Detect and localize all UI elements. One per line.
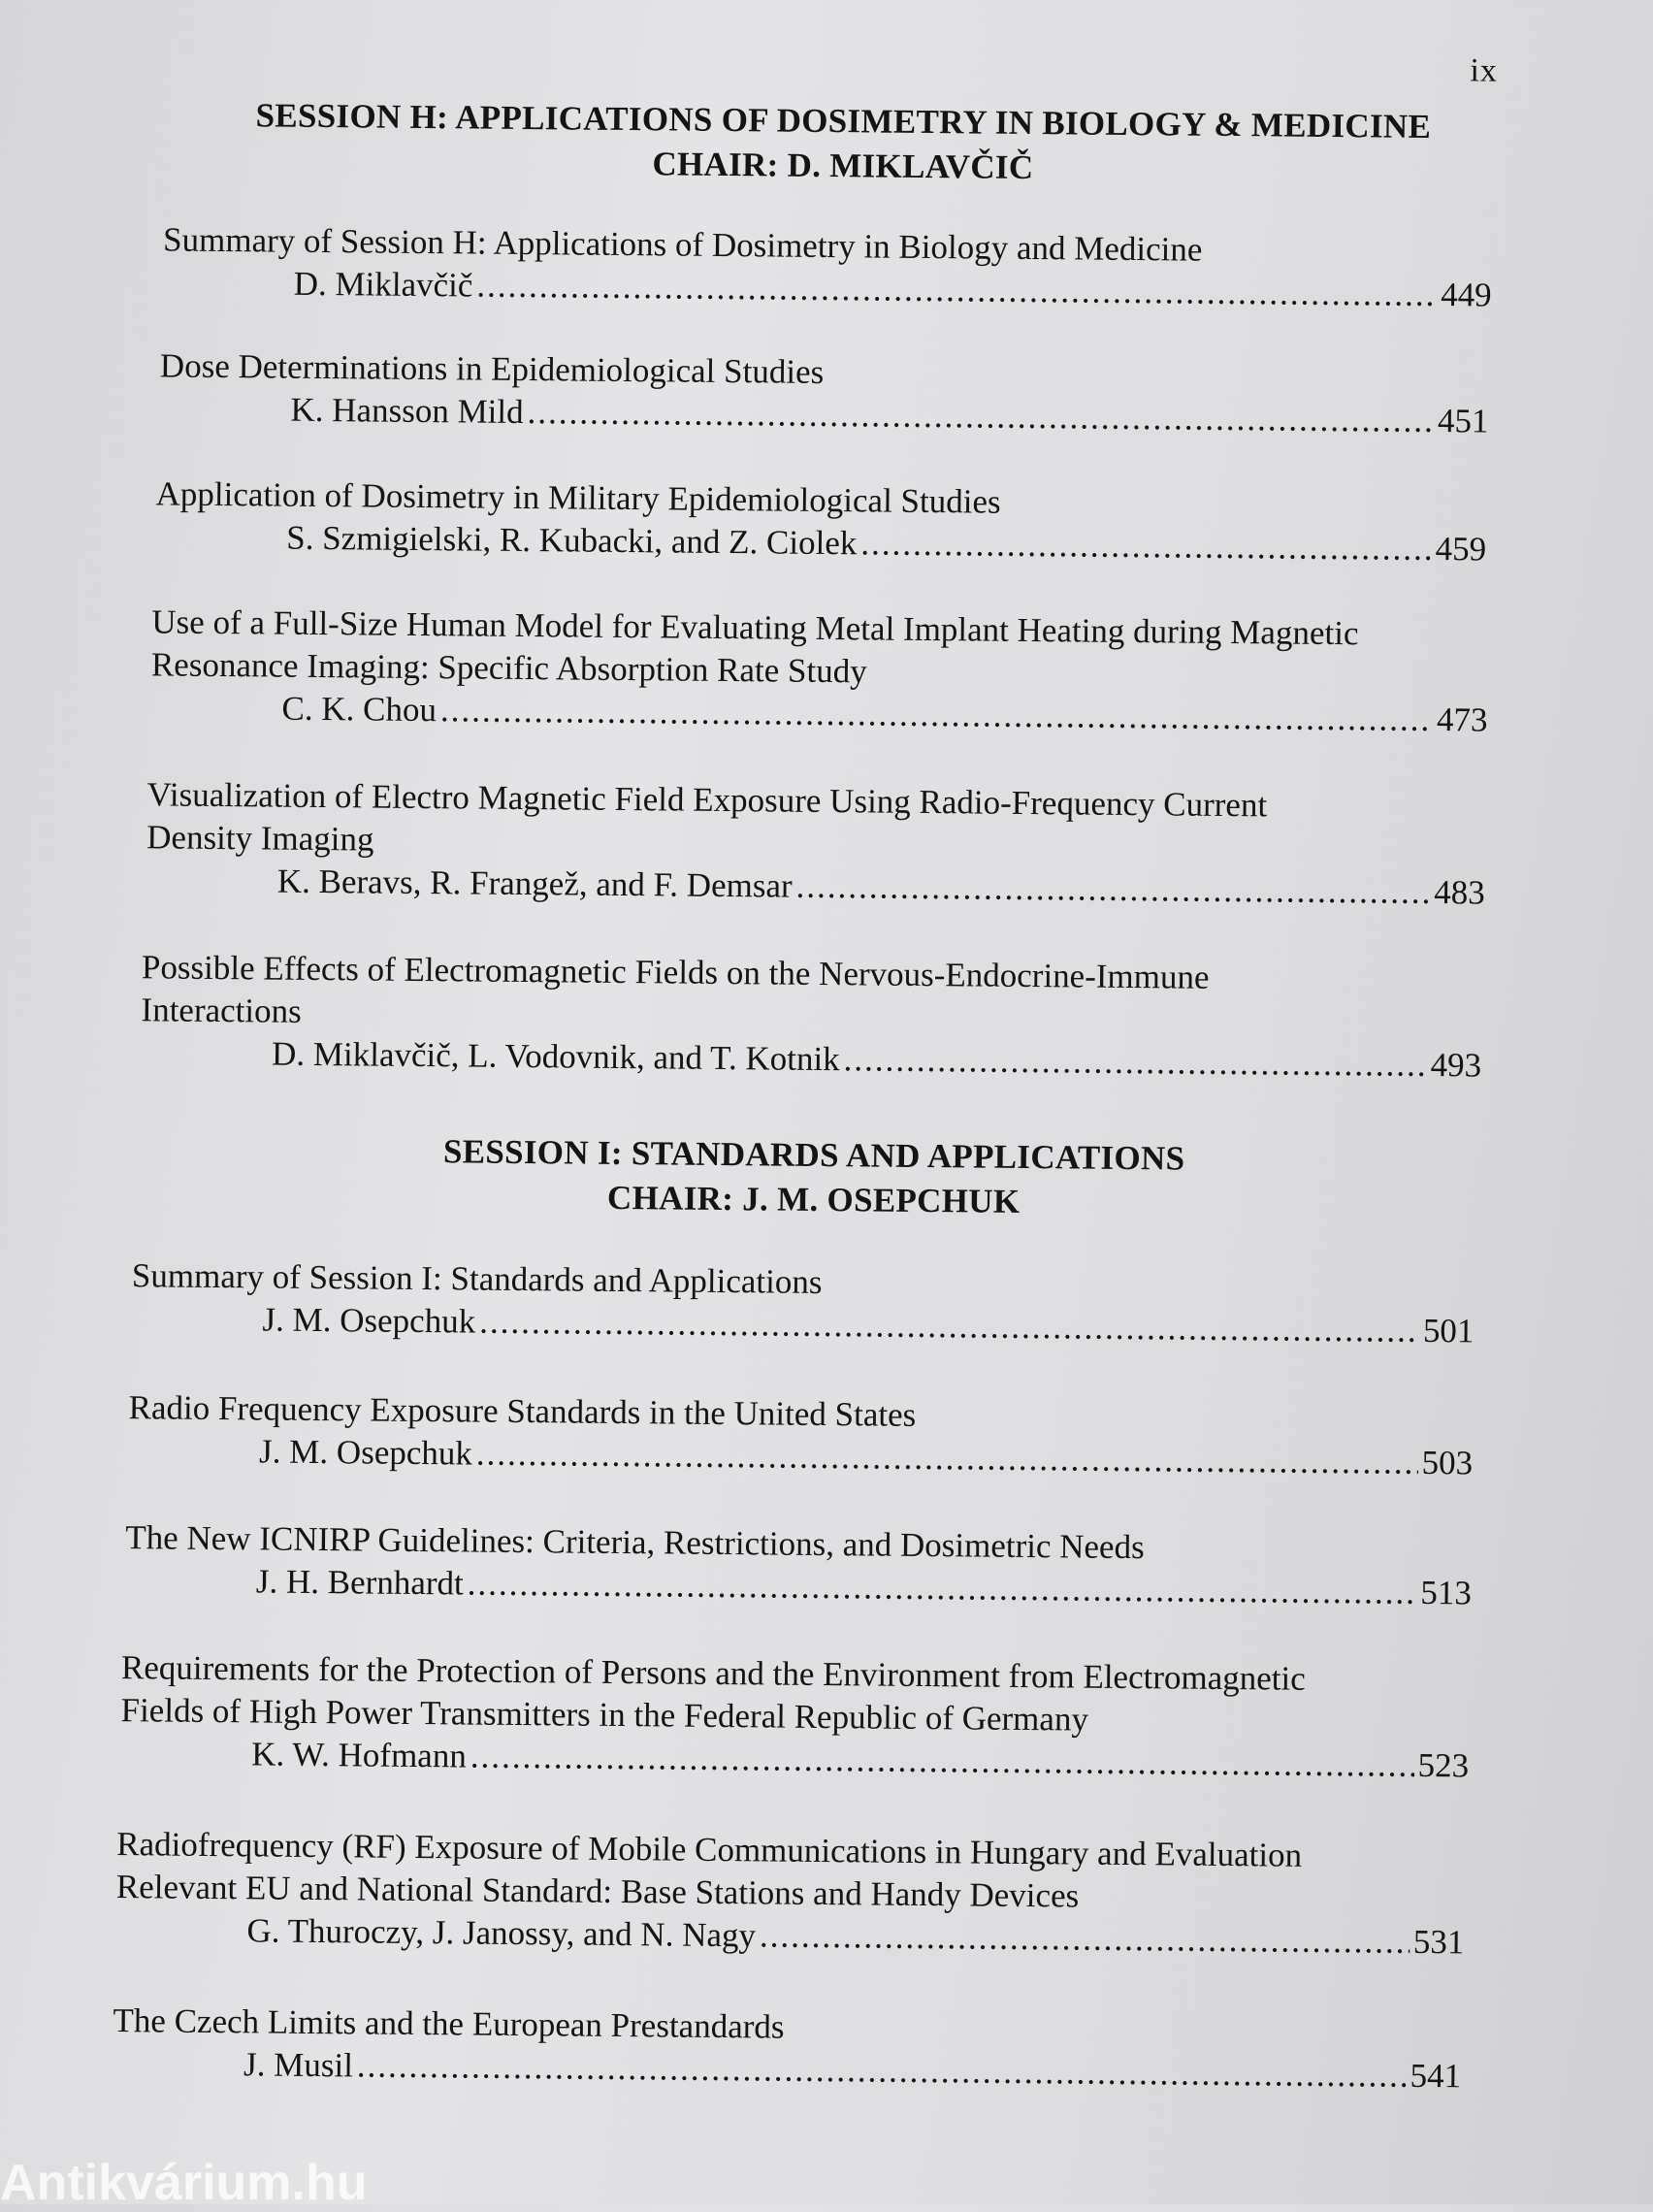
toc-entry[interactable] xyxy=(159,344,1489,442)
entry-authors: J. H. Bernhardt xyxy=(255,1562,464,1603)
entry-title: Application of Dosimetry in Military Epidemiological Studies xyxy=(155,474,1001,521)
dot-leader xyxy=(476,1433,1418,1484)
toc-entry[interactable] xyxy=(155,472,1487,570)
entry-authors: G. Thuroczy, J. Janossy, and N. Nagy xyxy=(246,1911,757,1955)
dot-leader xyxy=(843,1038,1426,1087)
entry-authors: S. Szmigielski, R. Kubacki, and Z. Ciolek xyxy=(286,518,858,563)
toc-entry[interactable] xyxy=(163,218,1493,316)
dot-leader xyxy=(860,522,1432,570)
entry-page: 523 xyxy=(1417,1745,1470,1785)
entry-title: Summary of Session H: Applications of Dosimetry in Biology and Medicine xyxy=(162,220,1203,269)
entry-authors: J. M. Osepchuk xyxy=(262,1300,476,1341)
session-title: SESSION H: APPLICATIONS OF DOSIMETRY IN BIOLOGY & MEDICINE xyxy=(255,96,1432,146)
entry-authors: K. Hansson Mild xyxy=(290,390,524,431)
toc-entry[interactable] xyxy=(131,1254,1475,1352)
entry-authors: K. W. Hofmann xyxy=(250,1735,468,1775)
entry-title: Visualization of Electro Magnetic Field Exposure Using Radio-Frequency Current xyxy=(146,775,1268,825)
entry-page: 493 xyxy=(1430,1045,1482,1085)
dot-leader xyxy=(479,1301,1419,1352)
entry-title: Fields of High Power Transmitters in the Federal Republic of Germany xyxy=(120,1691,1089,1739)
toc-entry[interactable] xyxy=(141,946,1482,1087)
toc-entry[interactable] xyxy=(125,1516,1473,1614)
entry-title: Density Imaging xyxy=(146,818,374,859)
dot-leader xyxy=(527,391,1434,442)
entry-title: Use of a Full-Size Human Model for Evaluating Metal Implant Heating during Magnetic xyxy=(151,602,1359,653)
entry-page: 501 xyxy=(1422,1311,1475,1350)
dot-leader xyxy=(440,689,1433,741)
entry-page: 483 xyxy=(1434,873,1485,912)
entry-title: Requirements for the Protection of Persons and the Environment from Electromagnetic xyxy=(120,1648,1306,1698)
toc-entry[interactable] xyxy=(146,773,1486,914)
entry-page: 449 xyxy=(1440,276,1492,314)
entry-authors: J. Musil xyxy=(243,2045,354,2085)
entry-page: 451 xyxy=(1437,402,1489,440)
entry-title: Resonance Imaging: Specific Absorption Rate Study xyxy=(150,645,867,691)
entry-page: 531 xyxy=(1412,1922,1465,1962)
entry-page: 459 xyxy=(1435,530,1487,569)
entry-page: 503 xyxy=(1421,1443,1474,1482)
watermark: Antikvárium.hu xyxy=(0,2155,368,2211)
entry-authors: D. Miklavčič xyxy=(293,264,473,305)
dot-leader xyxy=(760,1914,1410,1963)
page-number: ix xyxy=(1470,52,1499,89)
entry-title: Possible Effects of Electromagnetic Fields on the Nervous-Endocrine-Immune xyxy=(141,948,1210,996)
dot-leader xyxy=(476,265,1437,316)
session-heading xyxy=(183,93,1504,195)
dot-leader xyxy=(470,1736,1414,1787)
entry-authors: J. M. Osepchuk xyxy=(258,1432,473,1473)
entry-title: The Czech Limits and the European Prestandards xyxy=(113,2001,785,2046)
toc-entry[interactable] xyxy=(128,1386,1474,1484)
dot-leader xyxy=(795,865,1430,914)
entry-page: 513 xyxy=(1420,1573,1473,1612)
toc-entry[interactable] xyxy=(120,1646,1470,1787)
entry-title: Summary of Session I: Standards and Applications xyxy=(131,1256,823,1301)
session-title: SESSION I: STANDARDS AND APPLICATIONS xyxy=(442,1132,1185,1178)
entry-title: Dose Determinations in Epidemiological Studies xyxy=(159,346,825,391)
session-chair: CHAIR: D. MIKLAVČIČ xyxy=(652,145,1034,187)
entry-title: Relevant EU and National Standard: Base Stations and Handy Devices xyxy=(115,1868,1080,1915)
entry-title: The New ICNIRP Guidelines: Criteria, Restrictions, and Dosimetric Needs xyxy=(125,1518,1145,1567)
toc-entry[interactable] xyxy=(113,2000,1462,2098)
entry-title: Radio Frequency Exposure Standards in the United States xyxy=(128,1388,917,1434)
entry-authors: C. K. Chou xyxy=(281,689,438,730)
toc-entry[interactable] xyxy=(115,1823,1465,1964)
entry-authors: K. Beravs, R. Frangež, and F. Demsar xyxy=(276,862,793,905)
entry-title: Interactions xyxy=(141,991,302,1030)
entry-page: 473 xyxy=(1436,700,1488,739)
dot-leader xyxy=(468,1562,1417,1613)
toc-entry[interactable] xyxy=(150,601,1488,741)
entry-authors: D. Miklavčič, L. Vodovnik, and T. Kotnik xyxy=(271,1034,840,1079)
entry-page: 541 xyxy=(1410,2056,1462,2096)
entry-title: Radiofrequency (RF) Exposure of Mobile Communications in Hungary and Evaluation xyxy=(116,1825,1303,1874)
session-chair: CHAIR: J. M. OSEPCHUK xyxy=(606,1178,1021,1220)
session-heading xyxy=(163,1126,1464,1228)
dot-leader xyxy=(357,2044,1407,2097)
